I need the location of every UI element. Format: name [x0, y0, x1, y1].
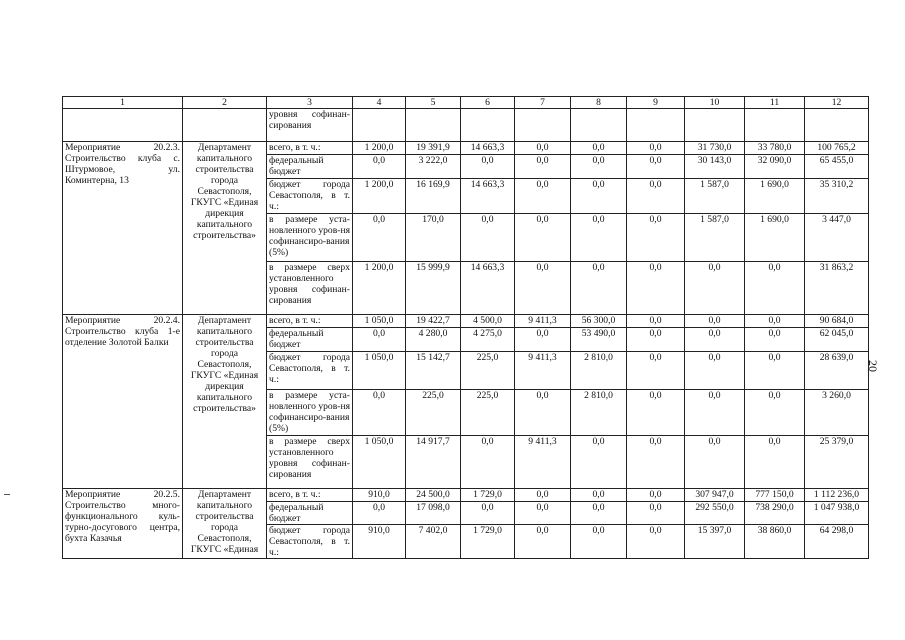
event-name-cell: Мероприятие 20.2.5. Строительство много-функционального куль-турно-досугового центра, бухта Казачья	[63, 489, 183, 559]
amount-cell: 0,0	[515, 502, 571, 525]
amount-cell: 0,0	[627, 214, 685, 262]
event-name-cell: Мероприятие 20.2.3. Строительство клуба с. Штурмовое, ул. Коминтерна, 13	[63, 142, 183, 315]
financing-table	[62, 96, 869, 559]
empty-cell	[353, 109, 406, 142]
amount-cell: 0,0	[353, 390, 406, 436]
amount-cell: 1 690,0	[745, 179, 805, 214]
amount-cell: 0,0	[353, 155, 406, 179]
funding-source-cell: в размере уста-новленного уров-ня софинансиро-вания (5%)	[267, 390, 353, 436]
amount-cell: 1 050,0	[353, 436, 406, 489]
carry-over-row	[63, 109, 869, 142]
amount-cell: 0,0	[515, 489, 571, 502]
header-cell: 8	[571, 97, 627, 109]
amount-cell: 1 729,0	[461, 525, 515, 559]
amount-cell: 0,0	[685, 436, 745, 489]
amount-cell: 0,0	[685, 390, 745, 436]
amount-cell: 90 684,0	[805, 315, 869, 328]
amount-cell: 0,0	[627, 436, 685, 489]
amount-cell: 0,0	[745, 262, 805, 315]
amount-cell: 33 780,0	[745, 142, 805, 155]
empty-cell	[63, 109, 183, 142]
amount-cell: 0,0	[685, 315, 745, 328]
amount-cell: 0,0	[571, 436, 627, 489]
amount-cell: 62 045,0	[805, 328, 869, 352]
amount-cell: 0,0	[627, 142, 685, 155]
table-row	[63, 489, 869, 502]
page-number: 20	[866, 360, 880, 372]
amount-cell: 0,0	[353, 502, 406, 525]
amount-cell: 0,0	[745, 328, 805, 352]
amount-cell: 170,0	[406, 214, 461, 262]
amount-cell: 4 280,0	[406, 328, 461, 352]
amount-cell: 1 200,0	[353, 179, 406, 214]
amount-cell: 0,0	[685, 262, 745, 315]
amount-cell: 0,0	[515, 214, 571, 262]
amount-cell: 30 143,0	[685, 155, 745, 179]
amount-cell: 0,0	[571, 489, 627, 502]
amount-cell: 1 200,0	[353, 142, 406, 155]
event-name-cell: Мероприятие 20.2.4. Строительство клуба 1-е отделение Золотой Балки	[63, 315, 183, 489]
amount-cell: 0,0	[571, 179, 627, 214]
amount-cell: 1 112 236,0	[805, 489, 869, 502]
amount-cell: 38 860,0	[745, 525, 805, 559]
amount-cell: 0,0	[627, 352, 685, 390]
amount-cell: 3 260,0	[805, 390, 869, 436]
amount-cell: 32 090,0	[745, 155, 805, 179]
amount-cell: 1 050,0	[353, 352, 406, 390]
header-cell: 5	[406, 97, 461, 109]
amount-cell: 31 730,0	[685, 142, 745, 155]
amount-cell: 0,0	[685, 328, 745, 352]
amount-cell: 14 663,3	[461, 262, 515, 315]
header-cell: 12	[805, 97, 869, 109]
amount-cell: 4 275,0	[461, 328, 515, 352]
amount-cell: 0,0	[571, 142, 627, 155]
amount-cell: 1 047 938,0	[805, 502, 869, 525]
amount-cell: 0,0	[515, 525, 571, 559]
amount-cell: 19 391,9	[406, 142, 461, 155]
amount-cell: 777 150,0	[745, 489, 805, 502]
funding-source-cell: бюджет города Севастополя, в т. ч.:	[267, 525, 353, 559]
funding-source-cell: уровня софинан-сирования	[267, 109, 353, 142]
funding-source-cell: всего, в т. ч.:	[267, 142, 353, 155]
table-row	[63, 315, 869, 328]
funding-source-cell: в размере сверх установленного уровня софинан-сирования	[267, 436, 353, 489]
amount-cell: 738 290,0	[745, 502, 805, 525]
amount-cell: 225,0	[461, 390, 515, 436]
amount-cell: 307 947,0	[685, 489, 745, 502]
amount-cell: 0,0	[571, 525, 627, 559]
amount-cell: 100 765,2	[805, 142, 869, 155]
amount-cell: 14 663,3	[461, 142, 515, 155]
amount-cell: 1 050,0	[353, 315, 406, 328]
amount-cell: 31 863,2	[805, 262, 869, 315]
amount-cell: 0,0	[627, 525, 685, 559]
amount-cell: 3 222,0	[406, 155, 461, 179]
amount-cell: 1 200,0	[353, 262, 406, 315]
amount-cell: 0,0	[627, 315, 685, 328]
amount-cell: 2 810,0	[571, 390, 627, 436]
executor-cell: Департамент капитального строительства города Севастополя, ГКУГС «Единая дирекция капитального строительства»	[183, 142, 267, 315]
amount-cell: 0,0	[353, 214, 406, 262]
amount-cell: 292 550,0	[685, 502, 745, 525]
amount-cell: 0,0	[461, 214, 515, 262]
amount-cell: 0,0	[515, 262, 571, 315]
amount-cell: 2 810,0	[571, 352, 627, 390]
amount-cell: 53 490,0	[571, 328, 627, 352]
header-cell: 9	[627, 97, 685, 109]
amount-cell: 0,0	[515, 390, 571, 436]
amount-cell: 225,0	[461, 352, 515, 390]
amount-cell: 0,0	[571, 155, 627, 179]
header-cell: 10	[685, 97, 745, 109]
funding-source-cell: федеральный бюджет	[267, 502, 353, 525]
amount-cell: 0,0	[571, 214, 627, 262]
funding-source-cell: всего, в т. ч.:	[267, 315, 353, 328]
amount-cell: 0,0	[627, 262, 685, 315]
header-cell: 2	[183, 97, 267, 109]
amount-cell: 25 379,0	[805, 436, 869, 489]
amount-cell: 17 098,0	[406, 502, 461, 525]
margin-mark	[4, 494, 10, 495]
empty-cell	[461, 109, 515, 142]
amount-cell: 64 298,0	[805, 525, 869, 559]
amount-cell: 0,0	[461, 436, 515, 489]
amount-cell: 1 729,0	[461, 489, 515, 502]
amount-cell: 56 300,0	[571, 315, 627, 328]
amount-cell: 0,0	[353, 328, 406, 352]
empty-cell	[685, 109, 745, 142]
amount-cell: 4 500,0	[461, 315, 515, 328]
funding-source-cell: в размере сверх установленного уровня софинан-сирования	[267, 262, 353, 315]
amount-cell: 19 422,7	[406, 315, 461, 328]
empty-cell	[745, 109, 805, 142]
amount-cell: 15 397,0	[685, 525, 745, 559]
empty-cell	[183, 109, 267, 142]
funding-source-cell: всего, в т. ч.:	[267, 489, 353, 502]
amount-cell: 1 587,0	[685, 214, 745, 262]
amount-cell: 0,0	[515, 142, 571, 155]
amount-cell: 1 690,0	[745, 214, 805, 262]
amount-cell: 0,0	[627, 390, 685, 436]
amount-cell: 910,0	[353, 525, 406, 559]
table-header-row	[63, 97, 869, 109]
amount-cell: 0,0	[627, 179, 685, 214]
empty-cell	[627, 109, 685, 142]
empty-cell	[515, 109, 571, 142]
amount-cell: 0,0	[515, 179, 571, 214]
amount-cell: 0,0	[461, 155, 515, 179]
header-cell: 11	[745, 97, 805, 109]
amount-cell: 14 663,3	[461, 179, 515, 214]
amount-cell: 0,0	[571, 502, 627, 525]
amount-cell: 225,0	[406, 390, 461, 436]
header-cell: 7	[515, 97, 571, 109]
empty-cell	[571, 109, 627, 142]
amount-cell: 7 402,0	[406, 525, 461, 559]
amount-cell: 28 639,0	[805, 352, 869, 390]
amount-cell: 35 310,2	[805, 179, 869, 214]
amount-cell: 0,0	[515, 328, 571, 352]
amount-cell: 15 142,7	[406, 352, 461, 390]
amount-cell: 15 999,9	[406, 262, 461, 315]
amount-cell: 0,0	[627, 155, 685, 179]
amount-cell: 0,0	[571, 262, 627, 315]
funding-source-cell: бюджет города Севастополя, в т. ч.:	[267, 352, 353, 390]
empty-cell	[406, 109, 461, 142]
amount-cell: 9 411,3	[515, 315, 571, 328]
amount-cell: 16 169,9	[406, 179, 461, 214]
table-row	[63, 142, 869, 155]
amount-cell: 0,0	[745, 315, 805, 328]
header-cell: 1	[63, 97, 183, 109]
amount-cell: 0,0	[745, 352, 805, 390]
executor-cell: Департамент капитального строительства города Севастополя, ГКУГС «Единая	[183, 489, 267, 559]
amount-cell: 65 455,0	[805, 155, 869, 179]
table-body	[63, 97, 869, 559]
amount-cell: 0,0	[685, 352, 745, 390]
amount-cell: 0,0	[627, 502, 685, 525]
header-cell: 3	[267, 97, 353, 109]
amount-cell: 0,0	[627, 489, 685, 502]
empty-cell	[805, 109, 869, 142]
funding-source-cell: в размере уста-новленного уров-ня софинансиро-вания (5%)	[267, 214, 353, 262]
amount-cell: 24 500,0	[406, 489, 461, 502]
amount-cell: 0,0	[461, 502, 515, 525]
funding-source-cell: бюджет города Севастополя, в т. ч.:	[267, 179, 353, 214]
amount-cell: 0,0	[627, 328, 685, 352]
amount-cell: 0,0	[515, 155, 571, 179]
funding-source-cell: федеральный бюджет	[267, 328, 353, 352]
amount-cell: 0,0	[745, 390, 805, 436]
amount-cell: 910,0	[353, 489, 406, 502]
header-cell: 6	[461, 97, 515, 109]
amount-cell: 9 411,3	[515, 436, 571, 489]
amount-cell: 1 587,0	[685, 179, 745, 214]
amount-cell: 3 447,0	[805, 214, 869, 262]
amount-cell: 9 411,3	[515, 352, 571, 390]
funding-source-cell: федеральный бюджет	[267, 155, 353, 179]
header-cell: 4	[353, 97, 406, 109]
amount-cell: 14 917,7	[406, 436, 461, 489]
executor-cell: Департамент капитального строительства города Севастополя, ГКУГС «Единая дирекция капитального строительства»	[183, 315, 267, 489]
amount-cell: 0,0	[745, 436, 805, 489]
